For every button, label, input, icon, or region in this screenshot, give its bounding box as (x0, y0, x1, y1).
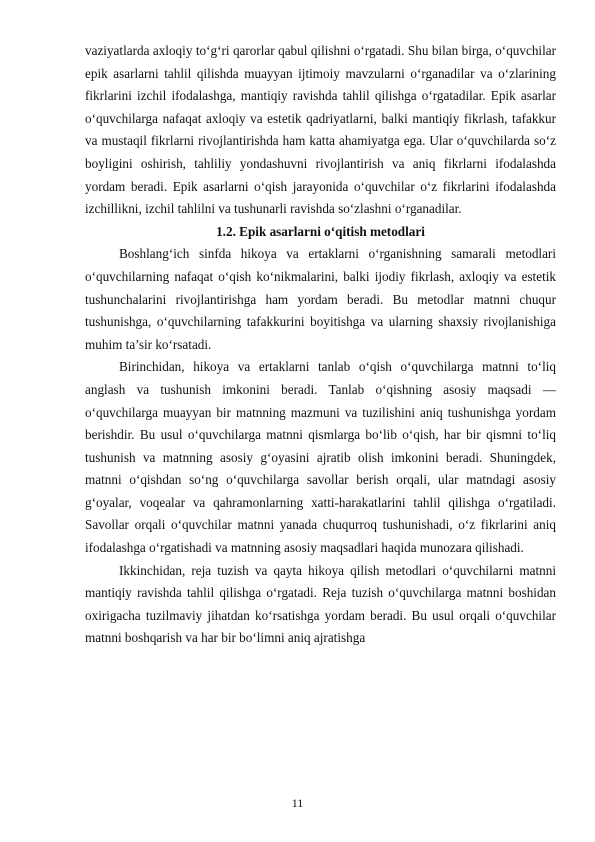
paragraph-continuation: vaziyatlarda axloqiy to‘g‘ri qarorlar qabul qilishni o‘rgatadi. Shu bilan birga, o‘quvchilar epik asarlarni tahlil qilishda muayyan ijtimoiy mavzularni o‘rganadilar va o‘zlarining fikrlarini izchil ifodalashga, mantiqiy ravishda tahlil qilishga o‘rgatadilar. Epik asarlar o‘quvchilarga nafaqat axloqiy va estetik qadriyatlarni, balki mantiqiy fikrlash, tafakkur va mustaqil fikrlarni rivojlantirishda ham katta ahamiyatga ega. Ular o‘quvchilarda so‘z boyligini oshirish, tahliliy yondashuvni rivojlantirish va aniq fikrlarni ifodalashda yordam beradi. Epik asarlarni o‘qish jarayonida o‘quvchilar o‘z fikrlarini ifodalashda izchillikni, izchil tahlilni va tushunarli ravishda so‘zlashni o‘rganadilar. (85, 43, 556, 217)
paragraph-second-method: Ikkinchidan, reja tuzish va qayta hikoya qilish metodlari o‘quvchilarni matnni mantiqiy ravishda tahlil qilishga o‘rgatadi. Reja tuzish o‘quvchilarga matnni boshidan oxirigacha tuzilmaviy jihatdan ko‘rsatishga yordam beradi. Bu usul orqali o‘quvchilar matnni boshqarish va har bir bo‘limni aniq ajratishga (85, 562, 556, 646)
section-heading: 1.2. Epik asarlarni o‘qitish metodlari (216, 223, 425, 239)
page-number: 11 (291, 796, 304, 810)
document-page (85, 40, 556, 650)
paragraph-first-method: Birinchidan, hikoya va ertaklarni tanlab o‘qish o‘quvchilarga matnni to‘liq anglash va tushunish imkonini beradi. Tanlab o‘qishning asosiy maqsadi — o‘quvchilarga muayyan bir matnning mazmuni va tuzilishini aniq tushunishga yordam berishdir. Bu usul o‘quvchilarga matnni qismlarga bo‘lib o‘qish, har bir qismni to‘liq tushunish va matnning asosiy g‘oyasini ajratib olish imkonini beradi. Shuningdek, matnni o‘qishdan so‘ng o‘quvchilarga savollar berish orqali, ular matndagi asosiy g‘oyalar, voqealar va qahramonlarning xatti-harakatlarini tahlil qilishga o‘rgatiladi. Savollar orqali o‘quvchilar matnni yanada chuqurroq tushunishadi, o‘z fikrlarini aniq ifodalashga o‘rgatishadi va matnning asosiy maqsadlari haqida munozara qilishadi. (85, 359, 556, 556)
paragraph-methods-intro: Boshlang‘ich sinfda hikoya va ertaklarni o‘rganishning samarali metodlari o‘quvchilarning nafaqat o‘qish ko‘nikmalarini, balki ijodiy fikrlash, axloqiy va estetik tushunchalarini rivojlantirishga ham yordam beradi. Bu metodlar matnni chuqur tushunishga, o‘quvchilarning tafakkurini boyitishga va ularning shaxsiy rivojlanishiga muhim ta’sir ko‘rsatadi. (85, 246, 556, 352)
